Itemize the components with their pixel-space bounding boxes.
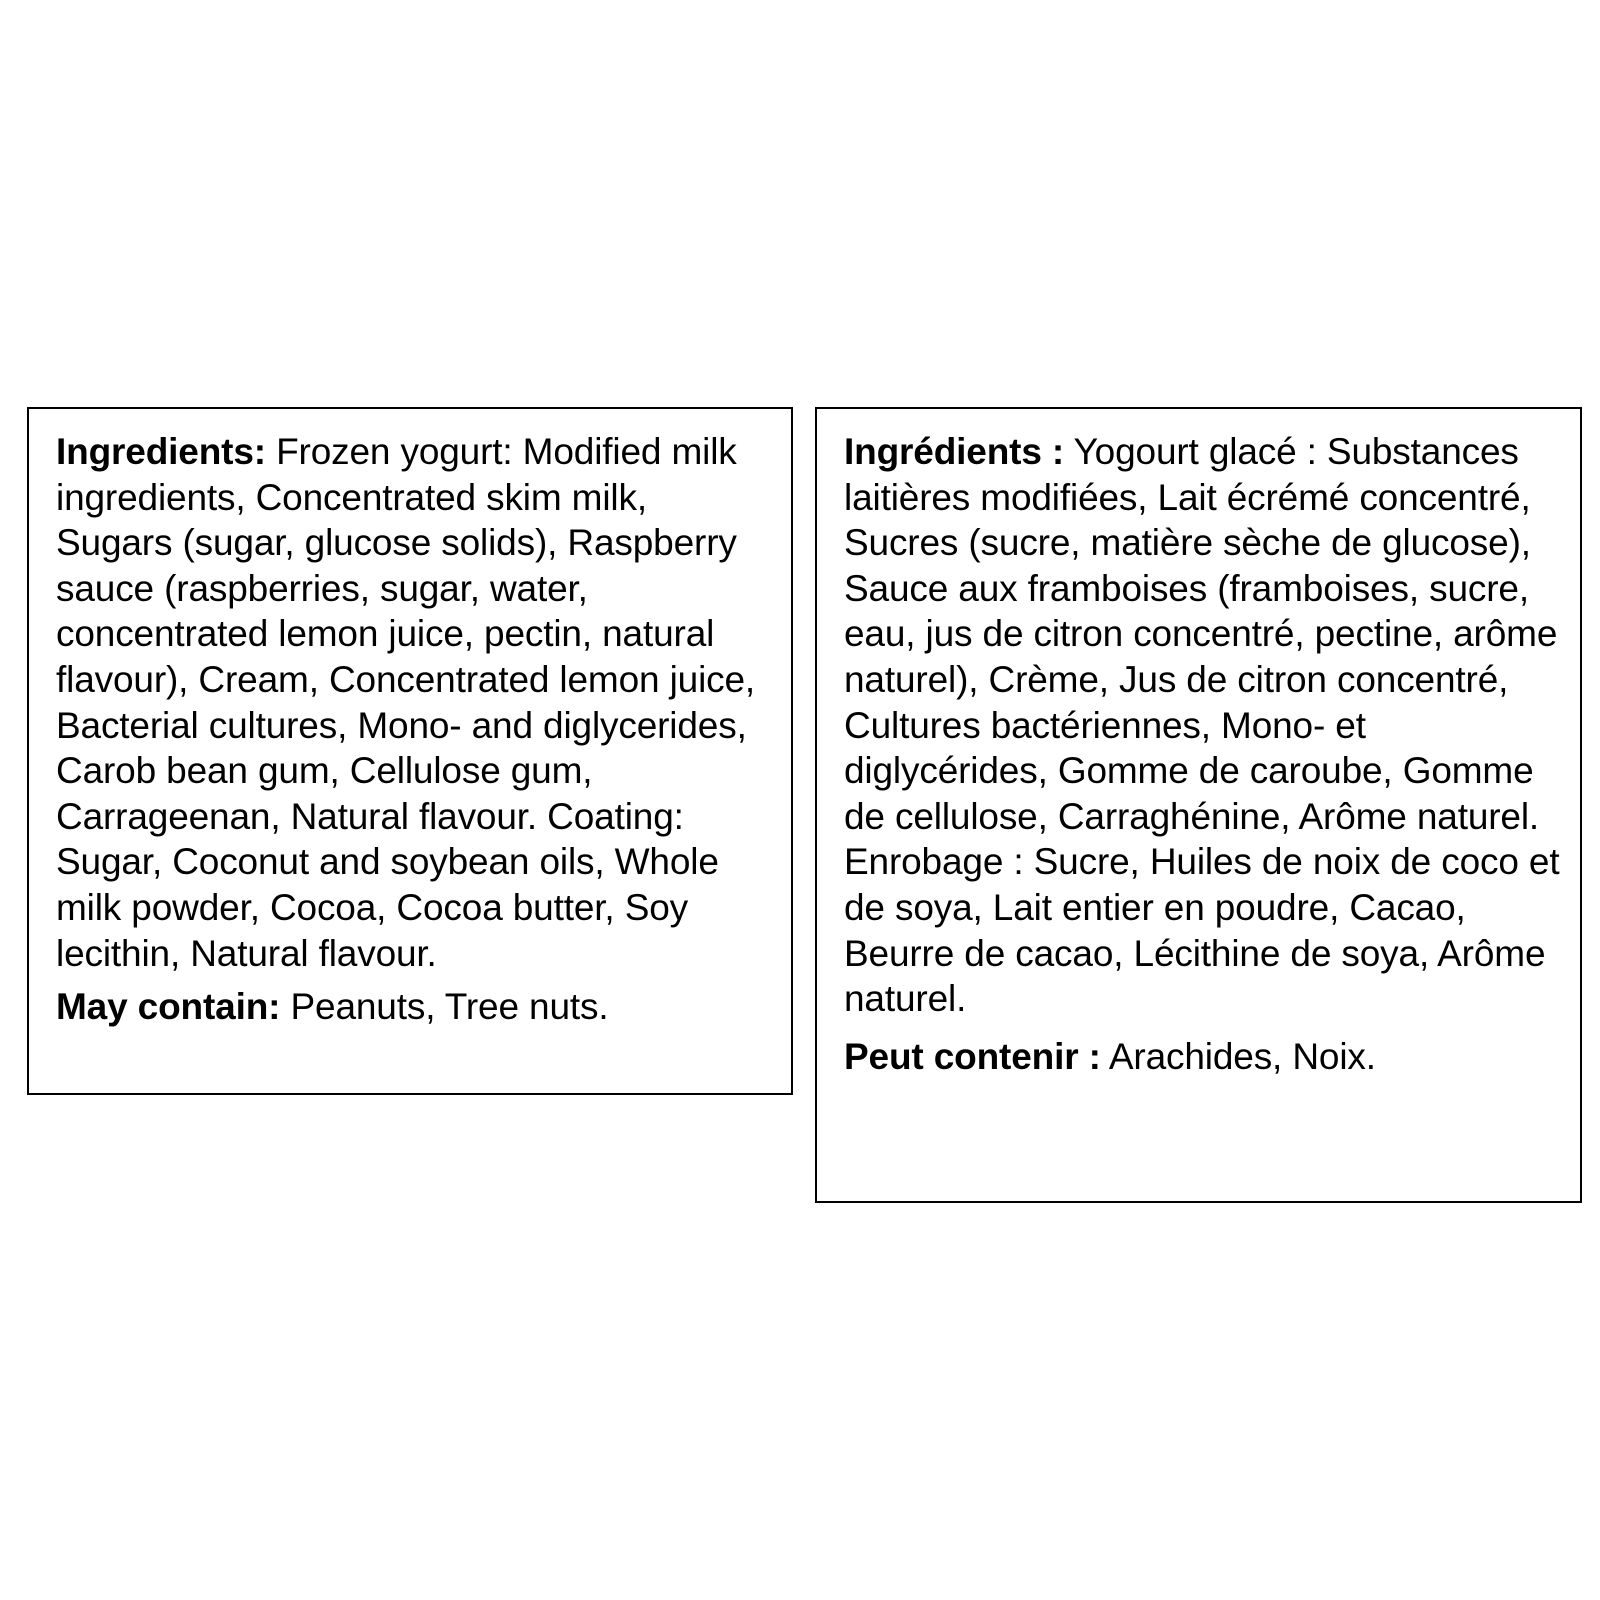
may-contain-paragraph-english	[56, 984, 771, 1030]
ingredients-label-french: Ingrédients :	[844, 431, 1065, 472]
may-contain-label-english: May contain:	[56, 986, 281, 1028]
ingredients-text-french: Yogourt glacé : Substances laitières modifiées, Lait écrémé concentré, Sucres (sucre, matière sèche de glucose), Sauce aux framboises (framboises, sucre, eau, jus de citron concentré, pectine, arôme naturel), Crème, Jus de citron concentré, Cultures bactériennes, Mono- et diglycérides, Gomme de caroube, Gomme de cellulose, Carraghénine, Arôme naturel. Enrobage : Sucre, Huiles de noix de coco et de soya, Lait entier en poudre, Cacao, Beurre de cacao, Lécithine de soya, Arôme naturel.	[844, 431, 1560, 1020]
ingredients-panel-english	[27, 407, 793, 1095]
ingredients-text-english: Frozen yogurt: Modified milk ingredients, Concentrated skim milk, Sugars (sugar, glucose solids), Raspberry sauce (raspberries, sugar, water, concentrated lemon juice, pectin, natural flavour), Cream, Concentrated lemon juice, Bacterial cultures, Mono- and diglycerides, Carob bean gum, Cellulose gum, Carrageenan, Natural flavour. Coating: Sugar, Coconut and soybean oils, Whole milk powder, Cocoa, Cocoa butter, Soy lecithin, Natural flavour.	[56, 431, 756, 974]
ingredients-panel-french	[815, 407, 1582, 1203]
ingredients-paragraph-french	[844, 429, 1566, 1022]
ingredients-label-english: Ingredients:	[56, 431, 266, 472]
may-contain-text-english: Peanuts, Tree nuts.	[290, 986, 609, 1028]
may-contain-label-french: Peut contenir :	[844, 1035, 1101, 1077]
may-contain-text-french: Arachides, Noix.	[1108, 1035, 1376, 1077]
may-contain-paragraph-french	[844, 1034, 1566, 1080]
ingredients-paragraph-english	[56, 429, 771, 976]
